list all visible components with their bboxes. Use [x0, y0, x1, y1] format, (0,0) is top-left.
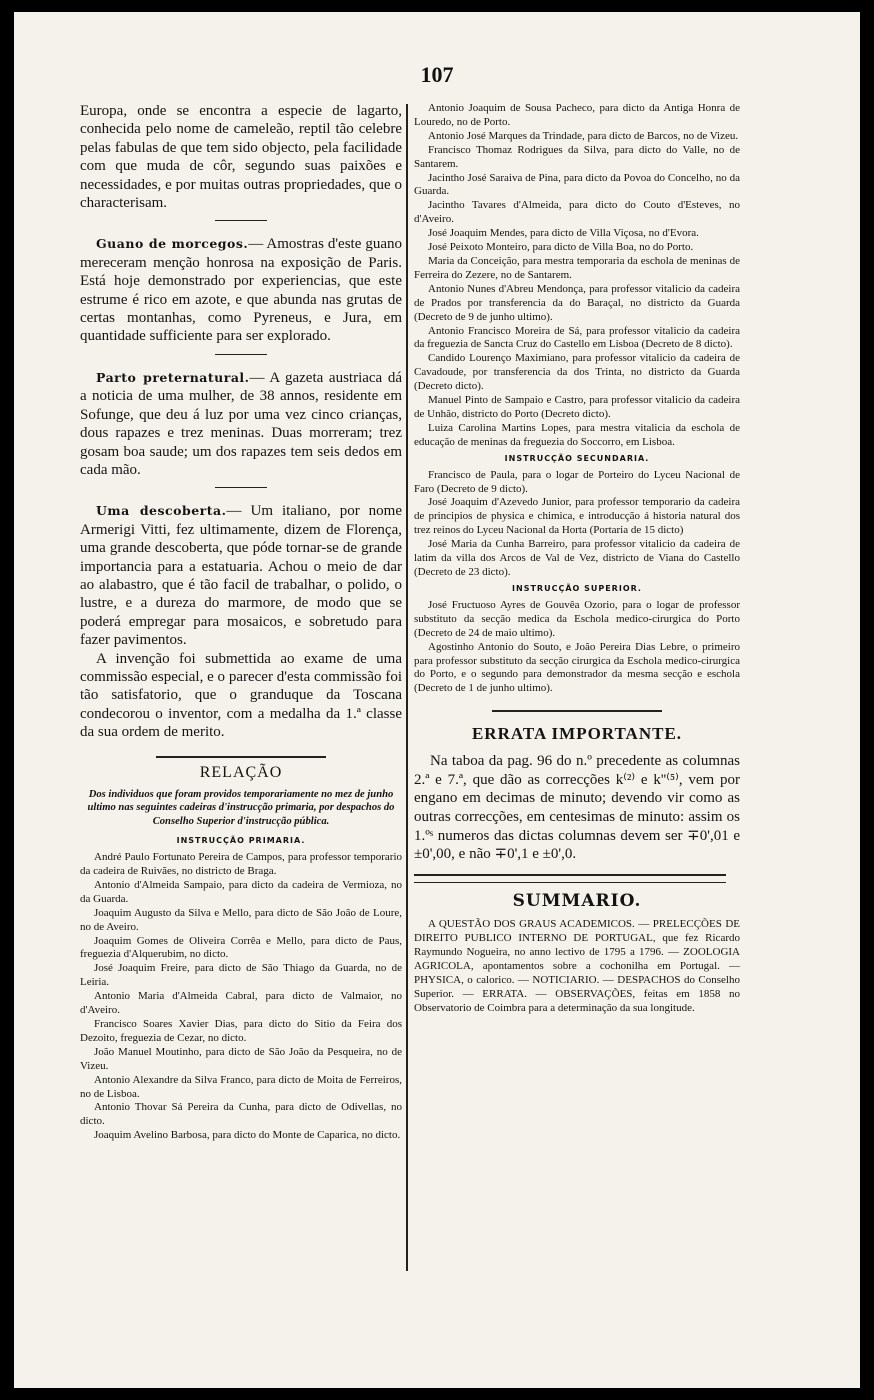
left-article-block [80, 102, 402, 742]
separator [215, 487, 267, 488]
separator [215, 220, 267, 221]
superior-entries [414, 599, 740, 696]
relacao-subtitle: Dos individuos que foram providos temporariamente no mez de junho ultimo nas seguintes cadeiras d'instrucção primaria, por despachos do Conselho Superior d'instrucção pública. [87, 788, 395, 827]
list-item: Antonio José Marques da Trindade, para dicto de Barcos, no de Vizeu. [428, 129, 739, 142]
column-divider [406, 104, 408, 1271]
intro-paragraph: Europa, onde se encontra a especie de lagarto, conhecida pelo nome de cameleão, reptil tão celebre pelas fabulas de que tem sido objecto, pela facilidade com que muda de côr, segundo suas paixões e necessidades, e por muitas outras propriedades, que o characterisam. [80, 103, 402, 212]
list-item: Antonio Thovar Sá Pereira da Cunha, para dicto de Odivellas, no dicto. [80, 1101, 402, 1128]
primary-entries [80, 851, 402, 1143]
list-item: Francisco de Paula, para o logar de Porteiro do Lyceu Nacional de Faro (Decreto de 9 dicto). [414, 468, 740, 495]
list-item: Antonio Nunes d'Abreu Mendonça, para professor vitalicio da cadeira de Prados por transferencia da do Baraçal, no districto da Guarda (Decreto de 9 de junho ultimo). [414, 282, 740, 323]
summary-title: SUMMARIO. [512, 890, 642, 911]
left-column [80, 102, 402, 1143]
list-item: Luiza Carolina Martins Lopes, para mestra vitalicia da eschola de educação de meninas da freguezia do Soccorro, em Lisboa. [414, 421, 740, 448]
article-text: — Um italiano, por nome Armerigi Vitti, fez ultimamente, dizem de Florença, uma grande descoberta, que póde tornar-se de grande importancia para a estatuaria. Achou o meio de dar ao alabastro, que é tão facil de trabalhar, o polido, o lustre, e a dureza do marmore, de modo que se poderá empregar para mosaicos, e sobretudo para fazer pavimentos. [80, 503, 402, 649]
summary-text: A QUESTÃO DOS GRAUS ACADEMICOS. — PRELECÇÕES DE DIREITO PUBLICO INTERNO DE PORTUGAL, que fez Ricardo Raymundo Nogueira, no anno lectivo de 1795 a 1796. — ZOOLOGIA AGRICOLA, apontamentos sobre a cochonilha em Portugal. — PHYSICA, o calorico. — NOTICIARIO. — DESPACHOS do Conselho Superior. — ERRATA. — OBSERVAÇÕES, feitas em 1858 no Observatorio de Coimbra para a determinação da sua longitude. [414, 917, 740, 1014]
errata-text: Na taboa da pag. 96 do n.º precedente as columnas 2.ª e 7.ª, que dão as correcções k⁽²⁾ e k''⁽⁵⁾, vem por engano em decimas de minuto; devendo vir como as outras correcções, em centesimas de minuto: assim os 1.ºˢ numeros das dictas columnas devem ser ∓0',01 e ±0',00, e não ∓0',1 e ±0',0. [414, 753, 740, 863]
article-guano [80, 235, 402, 345]
list-item: Maria da Conceição, para mestra temporaria da eschola de meninas de Ferreira do Zezere, no de Santarem. [414, 254, 740, 281]
relacao-title: RELAÇÃO [199, 763, 283, 781]
right-column [414, 102, 740, 1015]
primary-entries-continued [414, 102, 740, 450]
section-heading-secondary: INSTRUCÇÃO SECUNDARIA. [504, 453, 650, 463]
list-item: Francisco Thomaz Rodrigues da Silva, para dicto do Valle, no de Santarem. [414, 143, 740, 170]
section-heading-superior: INSTRUCÇÃO SUPERIOR. [512, 583, 642, 593]
errata-title: ERRATA IMPORTANTE. [471, 724, 683, 744]
article-text: — Amostras d'este guano mereceram menção honrosa na exposição de Paris. Está hoje demonstrado por experiencias, que este estrume é rico em azote, e que abunda nas grutas de certas montanhas, como Pyreneus, e Jura, em quantidade sufficiente para ser explorado. [80, 236, 402, 345]
article-text: — A gazeta austriaca dá a noticia de uma mulher, de 38 annos, residente em Sofunge, que deu á luz por uma vez cinco crianças, dous rapazes e trez meninas. Duas morreram; trez gosam boa saude; um dos rapazes tem seis dedos em cada mão. [80, 369, 403, 478]
list-item: José Joaquim Mendes, para dicto de Villa Viçosa, no d'Evora. [428, 227, 699, 240]
separator [215, 354, 267, 355]
list-item: Agostinho Antonio do Souto, e João Pereira Dias Lebre, o primeiro para professor substituto da secção cirurgica da Eschola medico-cirurgica do Porto, e o segundo para demonstrador da mesma secção e eschola (Decreto de 1 de junho ultimo). [414, 640, 740, 695]
list-item: Candido Lourenço Maximiano, para professor vitalicio da cadeira de Cavadoude, por transferencia da dos Trinta, no districto da Guarda (Decreto dicto). [414, 352, 740, 393]
list-item: Antonio Maria d'Almeida Cabral, para dicto de Valmaior, no d'Aveiro. [80, 990, 402, 1017]
list-item: Jacintho Tavares d'Almeida, para dicto do Couto d'Esteves, no d'Aveiro. [414, 199, 740, 226]
separator-wide [492, 710, 662, 712]
list-item: João Manuel Moutinho, para dicto de São João da Pesqueira, no de Vizeu. [80, 1045, 402, 1072]
page-number: 107 [420, 62, 454, 87]
article-heading: Uma descoberta. [96, 503, 227, 519]
separator-wide [156, 756, 326, 758]
list-item: Antonio Joaquim de Sousa Pacheco, para dicto da Antiga Honra de Louredo, no de Porto. [414, 102, 740, 128]
section-heading-primary: INSTRUCÇÃO PRIMARIA. [176, 836, 306, 846]
continuation-paragraph: A invenção foi submettida ao exame de uma commissão especial, e o parecer d'esta commissão foi tão satisfatorio, que o granduque da Toscana condecorou o inventor, com a medalha da 1.ª classe da sua ordem de merito. [80, 650, 402, 741]
list-item: José Joaquim Freire, para dicto de São Thiago da Guarda, no de Leiria. [80, 962, 402, 989]
article-parto [80, 369, 402, 479]
list-item: José Fructuoso Ayres de Gouvêa Ozorio, para o logar de professor substituto da secção medica da Eschola medico-cirurgica do Porto (Decreto de 24 de maio ultimo). [414, 598, 740, 639]
double-rule [414, 874, 726, 883]
list-item: José Joaquim d'Azevedo Junior, para professor temporario da cadeira de principios de physica e chimica, e introducção á historia natural dos trez reinos do Lyceu Nacional da Horta (Portaria de 15 dicto) [414, 496, 740, 537]
list-item: Francisco Soares Xavier Dias, para dicto do Sitio da Feira dos Dezoito, freguezia de Cezar, no dicto. [80, 1017, 402, 1044]
secondary-entries [414, 469, 740, 580]
list-item: Jacintho José Saraiva de Pina, para dicto da Povoa do Concelho, no da Guarda. [414, 171, 740, 198]
list-item: José Maria da Cunha Barreiro, para professor vitalicio da cadeira de latim da villa dos Arcos de Val de Vez, districto de Viana do Castello (Decreto de 23 dicto). [414, 538, 740, 578]
list-item: Antonio Francisco Moreira de Sá, para professor vitalicio da cadeira da freguezia de Sancta Cruz do Castello em Lisboa (Decreto de 8 dicto). [414, 324, 740, 351]
list-item: Antonio Alexandre da Silva Franco, para dicto de Moita de Ferreiros, no de Lisboa. [80, 1073, 402, 1100]
list-item: Antonio d'Almeida Sampaio, para dicto da cadeira de Vermioza, no da Guarda. [80, 878, 402, 905]
newspaper-page [14, 12, 860, 1388]
article-heading: Parto preternatural. [96, 369, 250, 385]
list-item: Joaquim Avelino Barbosa, para dicto do Monte de Caparica, no dicto. [94, 1129, 401, 1142]
article-descoberta [80, 502, 402, 649]
list-item: Joaquim Gomes de Oliveira Corrêa e Mello, para dicto de Paus, freguezia d'Alquerubim, no dicto. [80, 934, 402, 961]
list-item: Manuel Pinto de Sampaio e Castro, para professor vitalicio da cadeira de Unhão, districto do Porto (Decreto dicto). [414, 394, 740, 420]
list-item: Joaquim Augusto da Silva e Mello, para dicto de São João de Loure, no de Aveiro. [80, 906, 402, 933]
list-item: André Paulo Fortunato Pereira de Campos, para professor temporario da cadeira de Ruivães, no districto de Braga. [80, 851, 402, 877]
article-heading: Guano de morcegos. [96, 236, 249, 252]
list-item: José Peixoto Monteiro, para dicto de Villa Boa, no do Porto. [428, 241, 694, 254]
